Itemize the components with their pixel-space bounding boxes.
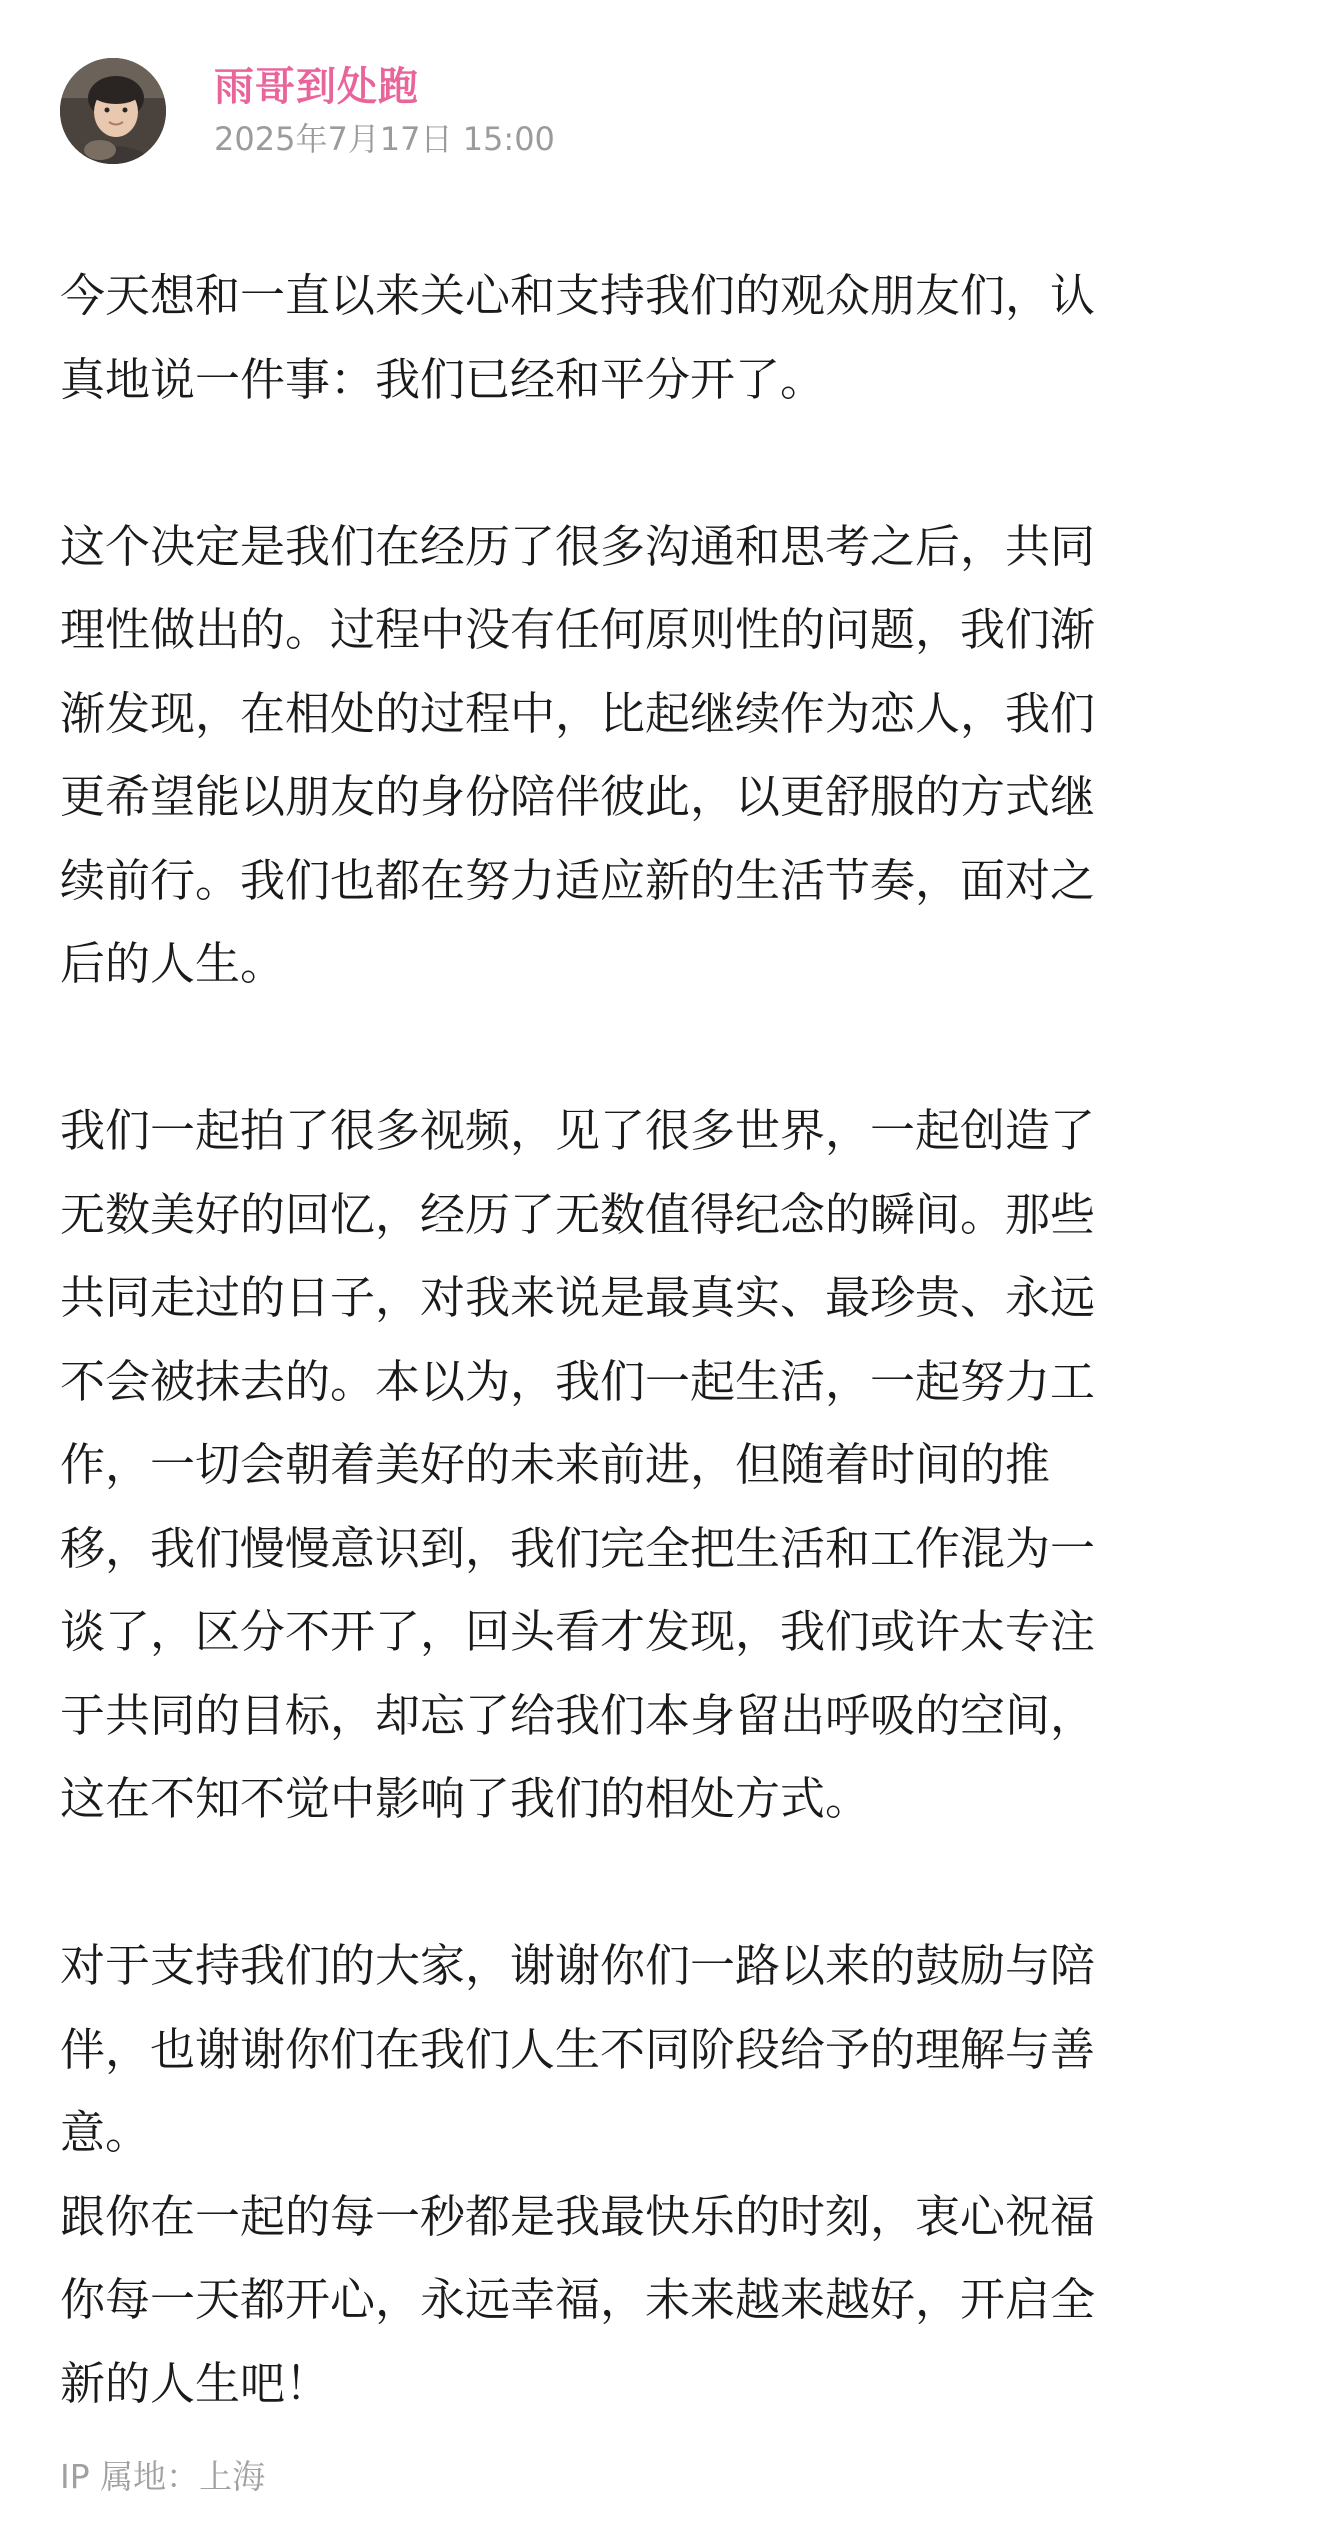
paragraph-gap bbox=[60, 421, 1240, 505]
text-line: 理性做出的。过程中没有任何原则性的问题，我们渐 bbox=[60, 603, 1096, 656]
text-line: 这在不知不觉中影响了我们的相处方式。 bbox=[60, 1772, 871, 1825]
text-line: 谈了，区分不开了，回头看才发现，我们或许太专注 bbox=[60, 1605, 1096, 1658]
text-line: 这个决定是我们在经历了很多沟通和思考之后，共同 bbox=[60, 519, 1096, 573]
post-header bbox=[60, 58, 555, 164]
paragraph-gap bbox=[60, 1006, 1240, 1090]
ip-location: IP 属地：上海 bbox=[60, 2457, 266, 2496]
avatar[interactable] bbox=[60, 58, 166, 164]
post-paragraph bbox=[60, 1924, 1240, 2425]
text-line: 意。 bbox=[60, 2106, 151, 2159]
text-line: 不会被抹去的。本以为，我们一起生活，一起努力工 bbox=[60, 1354, 1096, 1408]
user-info bbox=[214, 61, 555, 161]
text-line: 新的人生吧！ bbox=[60, 2356, 331, 2410]
text-line: 跟你在一起的每一秒都是我最快乐的时刻，衷心祝福 bbox=[60, 2189, 1096, 2243]
author-name[interactable]: 雨哥到处跑 bbox=[214, 64, 419, 110]
text-line: 你每一天都开心，永远幸福，未来越来越好，开启全 bbox=[60, 2273, 1096, 2326]
text-line: 对于支持我们的大家，谢谢你们一路以来的鼓励与陪 bbox=[60, 1939, 1096, 1992]
text-line: 渐发现，在相处的过程中，比起继续作为恋人，我们 bbox=[60, 686, 1096, 740]
text-line: 更希望能以朋友的身份陪伴彼此，以更舒服的方式继 bbox=[60, 770, 1096, 823]
post-paragraph bbox=[60, 1089, 1240, 1841]
avatar-photo-icon bbox=[60, 58, 166, 164]
text-line: 于共同的目标，却忘了给我们本身留出呼吸的空间， bbox=[60, 1688, 1096, 1742]
paragraph-gap bbox=[60, 1841, 1240, 1925]
text-line: 共同走过的日子，对我来说是最真实、最珍贵、永远 bbox=[60, 1271, 1096, 1324]
text-line: 伴，也谢谢你们在我们人生不同阶段给予的理解与善 bbox=[60, 2022, 1096, 2076]
post-paragraph bbox=[60, 505, 1240, 1006]
text-line: 续前行。我们也都在努力适应新的生活节奏，面对之 bbox=[60, 853, 1096, 907]
text-line: 今天想和一直以来关心和支持我们的观众朋友们，认 bbox=[60, 269, 1096, 322]
text-line: 无数美好的回忆，经历了无数值得纪念的瞬间。那些 bbox=[60, 1187, 1096, 1241]
text-line: 我们一起拍了很多视频，见了很多世界，一起创造了 bbox=[60, 1104, 1096, 1157]
post-timestamp: 2025年7月17日 15:00 bbox=[214, 120, 555, 158]
text-line: 真地说一件事：我们已经和平分开了。 bbox=[60, 352, 826, 406]
text-line: 移，我们慢慢意识到，我们完全把生活和工作混为一 bbox=[60, 1521, 1096, 1575]
text-line: 后的人生。 bbox=[60, 937, 286, 990]
text-line: 作，一切会朝着美好的未来前进，但随着时间的推 bbox=[60, 1438, 1051, 1491]
post-content bbox=[60, 254, 1240, 2425]
post-paragraph bbox=[60, 254, 1240, 421]
